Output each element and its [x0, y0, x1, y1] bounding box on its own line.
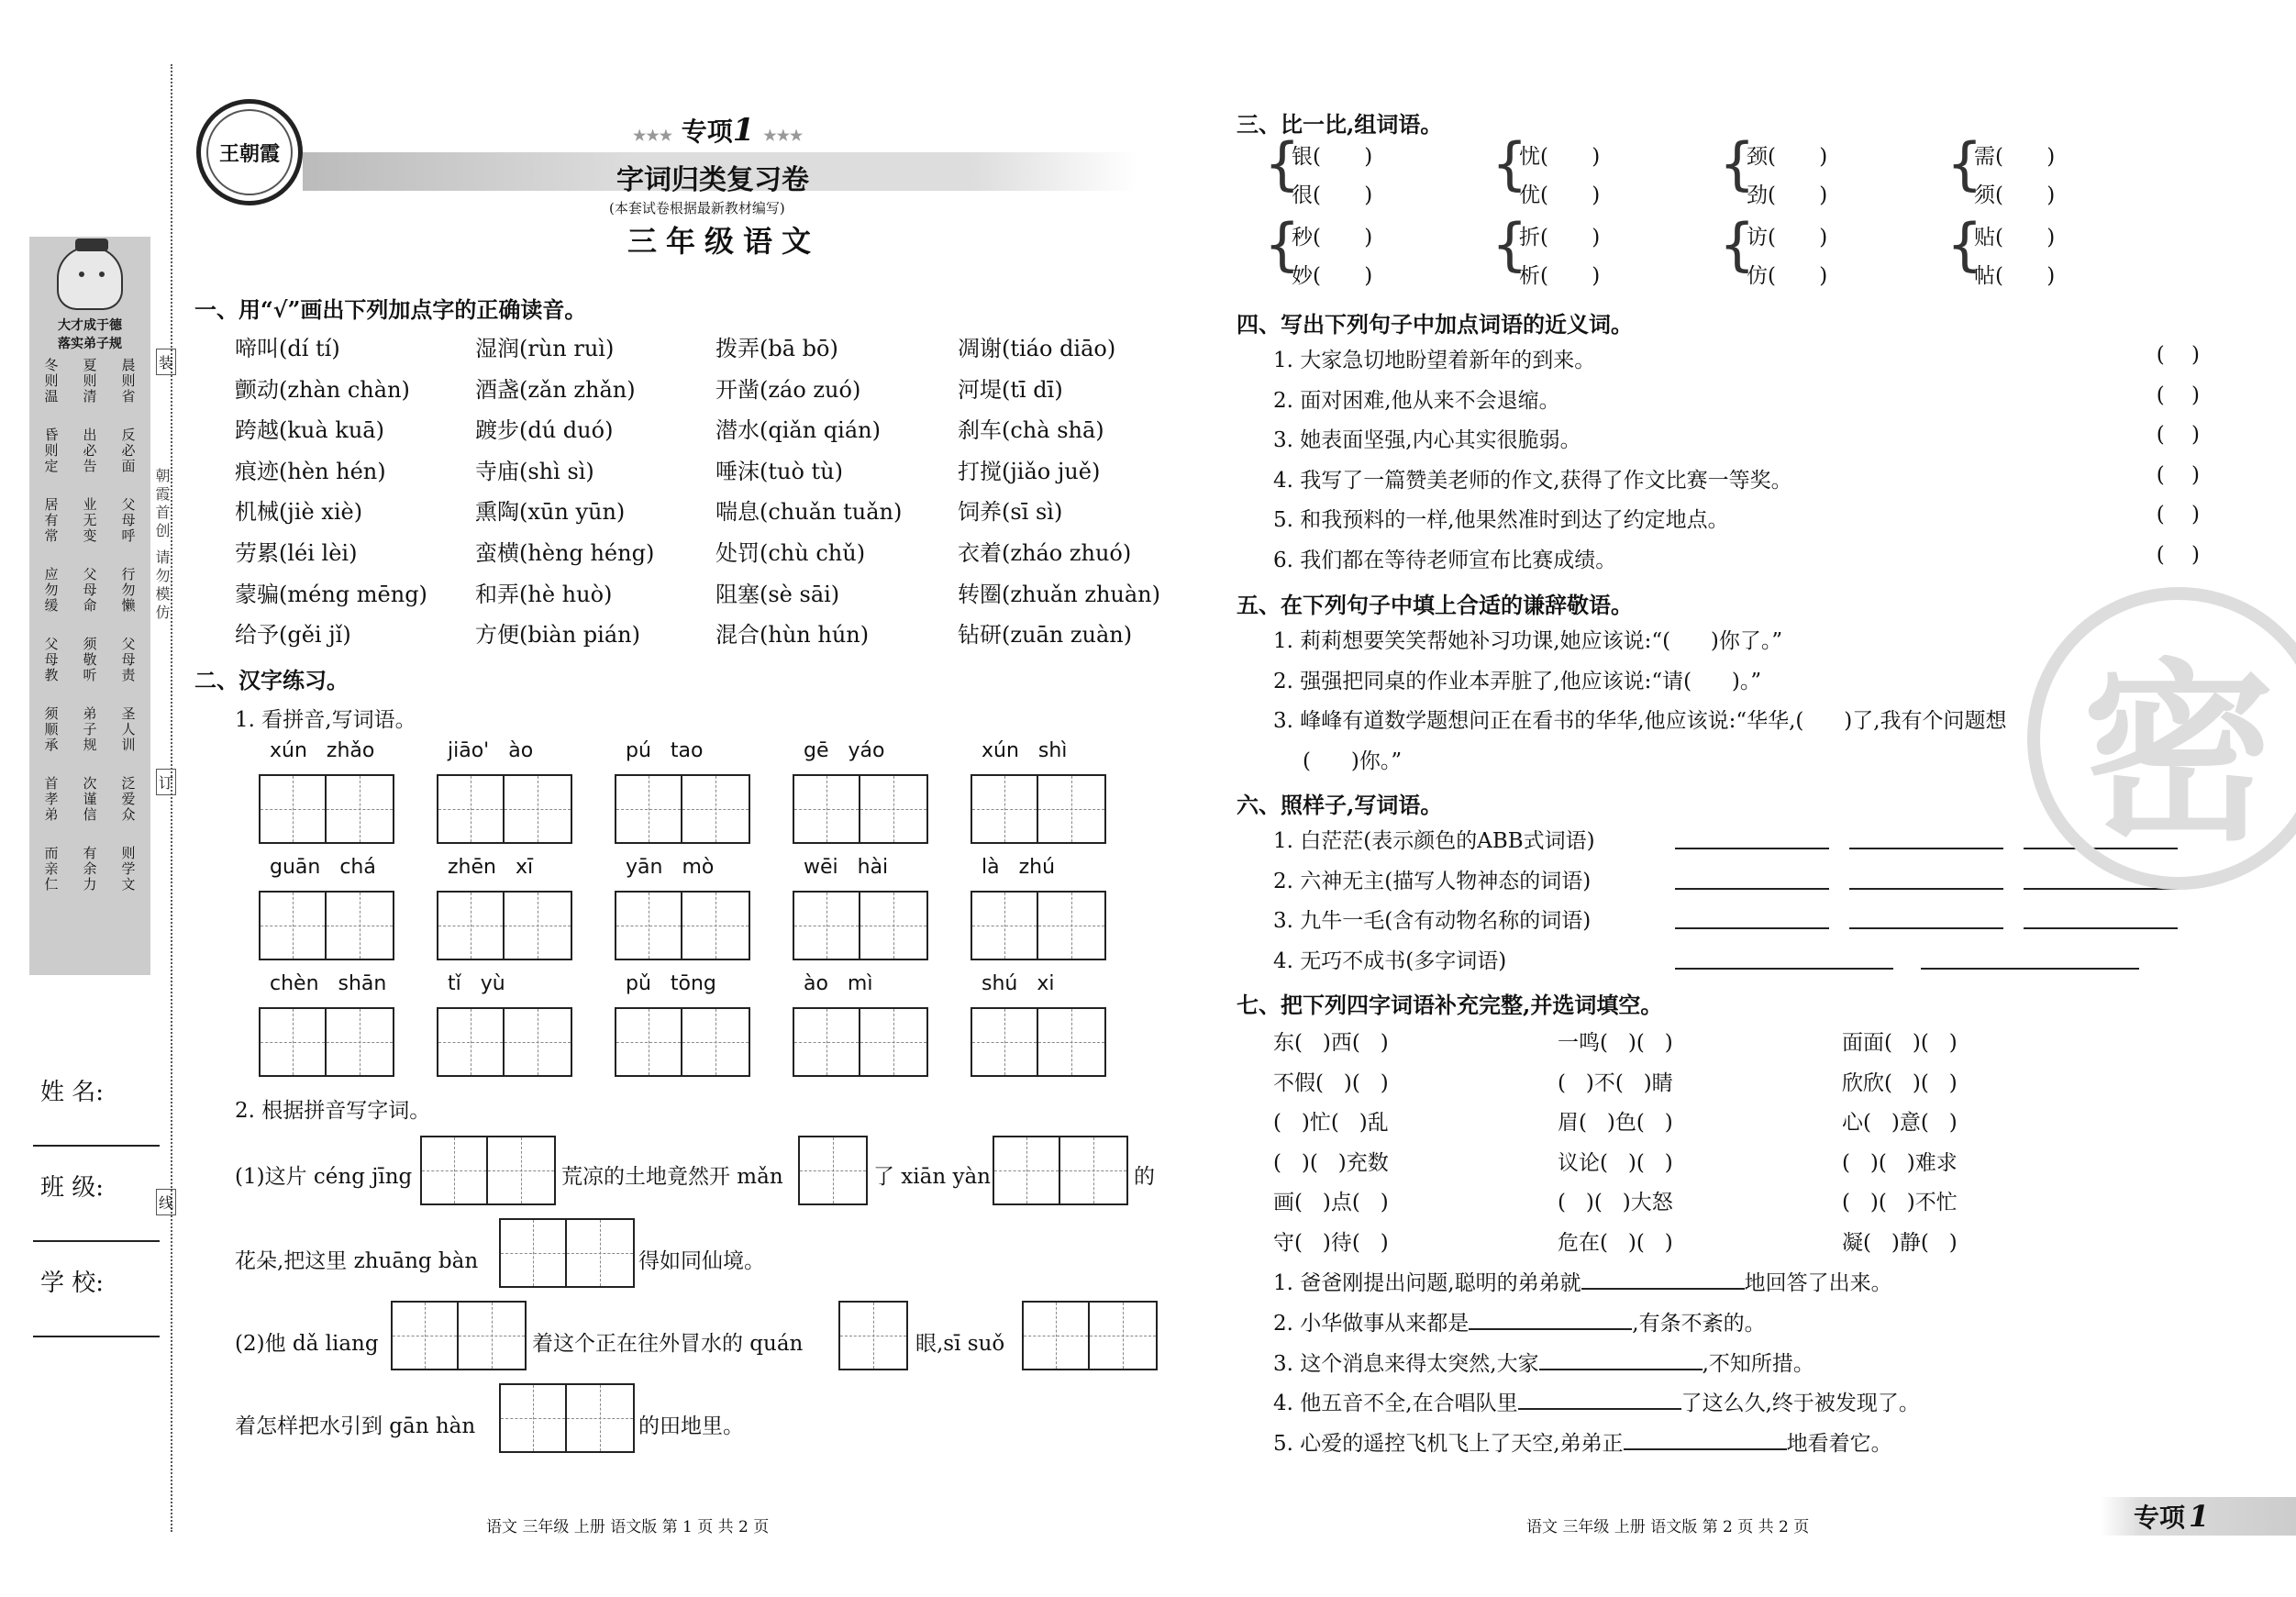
motto-verse: 行勿懒	[119, 567, 137, 614]
pattern-prompt: 2. 六神无主(描写人物神态的词语)	[1273, 869, 1592, 893]
motto-verse: 圣人训	[119, 706, 137, 753]
fill-sentence-end: ,不知所措。	[1702, 1351, 1814, 1376]
brace: {	[1947, 130, 1983, 197]
vertical-note: 朝霞首创 请勿模仿	[153, 468, 171, 624]
idiom-blank[interactable]: 画( )点( )	[1273, 1191, 1389, 1215]
brace: {	[1719, 130, 1756, 197]
pinyin-label: guān chá	[270, 856, 376, 879]
pinyin-label: xún zhǎo	[270, 739, 375, 762]
writing-grid[interactable]	[838, 1301, 908, 1370]
motto-verse: 反必面	[119, 427, 137, 474]
q2-sub2: 2. 根据拼音写字词。	[235, 1099, 431, 1123]
pattern-item	[1273, 864, 2209, 904]
reading-choice[interactable]: 衣着(zháo zhuó)	[958, 540, 1132, 566]
answer-line[interactable]	[1518, 1390, 1681, 1410]
fill-sentence-start: 3. 这个消息来得太突然,大家	[1273, 1351, 1539, 1376]
motto-verse: 居有常	[42, 497, 60, 544]
motto-verse: 有余力	[81, 846, 98, 893]
q6-list	[1273, 824, 2209, 983]
s1d: 的	[1134, 1165, 1155, 1189]
reading-choice[interactable]: 处罚(chù chǔ)	[715, 540, 866, 566]
pinyin-label: yān mò	[626, 856, 715, 879]
answer-line[interactable]	[1469, 1310, 1632, 1330]
brace: {	[1492, 211, 1528, 278]
reading-choice[interactable]: 刹车(chà shā)	[958, 417, 1104, 444]
compare-word[interactable]: 帖( )	[1974, 264, 2056, 288]
fill-sentence-end: 地看着它。	[1786, 1432, 1892, 1457]
synonym-answer[interactable]: ( )	[2156, 423, 2200, 447]
page-title: 字词归类复习卷	[616, 164, 809, 196]
motto-verse: 弟子规	[81, 706, 98, 753]
writing-grid[interactable]	[793, 891, 928, 960]
synonym-answer[interactable]: ( )	[2156, 503, 2200, 527]
motto-verse: 父母责	[119, 637, 137, 683]
special-heading: ★★★ 专项1 ★★★	[633, 112, 804, 149]
synonym-sentence: 4. 我写了一篇赞美老师的作文,获得了作文比赛一等奖。	[1273, 468, 1792, 493]
reading-choice[interactable]: 混合(hùn hún)	[715, 622, 870, 649]
school-label: 学 校:	[40, 1270, 105, 1297]
idiom-blank[interactable]: 守( )待( )	[1273, 1231, 1389, 1255]
motto-verse: 业无变	[81, 497, 98, 544]
answer-line[interactable]	[1675, 968, 1893, 970]
brace: {	[1264, 130, 1301, 197]
q2-pinyin-boxes	[259, 739, 1176, 1125]
s1e: 花朵,把这里 zhuāng bàn	[235, 1249, 479, 1273]
pinyin-label: chèn shān	[270, 972, 387, 995]
footer-tag-label: 专项	[2134, 1503, 2186, 1533]
synonym-answer[interactable]: ( )	[2156, 542, 2200, 567]
s2d: 着怎样把水引到 gān hàn	[235, 1414, 476, 1438]
reading-choice[interactable]: 痕迹(hèn hén)	[235, 458, 386, 484]
q5-title: 五、在下列句子中填上合适的谦辞敬语。	[1237, 592, 1633, 618]
pinyin-label: wēi hài	[804, 856, 889, 879]
pinyin-label: jiāo' ào	[448, 739, 534, 762]
scholar-figure	[57, 246, 123, 310]
s2c: 眼,sī suǒ	[915, 1332, 1005, 1356]
writing-grid[interactable]	[499, 1383, 635, 1453]
reading-choice[interactable]: 喘息(chuǎn tuǎn)	[715, 499, 903, 526]
s2e: 的田地里。	[638, 1414, 744, 1438]
reading-choice[interactable]: 和弄(hè huò)	[475, 581, 613, 607]
motto-verse: 须顺承	[42, 706, 60, 753]
writing-grid[interactable]	[437, 774, 572, 844]
reading-choice[interactable]: 唾沫(tuò tù)	[715, 458, 844, 484]
compare-word[interactable]: 折( )	[1519, 226, 1601, 250]
answer-line[interactable]	[1849, 888, 2003, 890]
writing-grid[interactable]	[971, 891, 1106, 960]
motto-1: 大才成于德	[58, 318, 122, 333]
synonym-item	[1273, 383, 2200, 424]
reading-choice[interactable]: 熏陶(xūn yūn)	[475, 499, 626, 526]
synonym-item	[1273, 503, 2200, 543]
pinyin-label: pú tao	[626, 739, 704, 762]
name-label: 姓 名:	[40, 1079, 105, 1106]
class-label: 班 级:	[40, 1174, 105, 1202]
polite-item[interactable]: 3. 峰峰有道数学题想问正在看书的华华,他应该说:“华华,( )了,我有个问题想	[1273, 709, 2007, 733]
page-subtitle: (本套试卷根据最新教材编写)	[609, 200, 785, 216]
motto-verse: 而亲仁	[42, 846, 60, 893]
fill-sentence-start: 5. 心爱的遥控飞机飞上了天空,弟弟正	[1273, 1432, 1624, 1457]
motto-verse: 应勿缓	[42, 567, 60, 614]
writing-grid[interactable]	[993, 1136, 1128, 1205]
fill-sentence-end: 地回答了出来。	[1744, 1271, 1892, 1295]
writing-grid[interactable]	[499, 1218, 635, 1288]
school-field[interactable]	[33, 1336, 160, 1337]
motto-verse: 父母教	[42, 637, 60, 683]
synonym-sentence: 3. 她表面坚强,内心其实很脆弱。	[1273, 428, 1581, 452]
q3-grid	[1264, 130, 2227, 295]
synonym-item	[1273, 343, 2200, 383]
writing-grid[interactable]	[259, 774, 394, 844]
synonym-item	[1273, 423, 2200, 463]
motto-verse: 泛爱众	[119, 776, 137, 823]
writing-grid[interactable]	[971, 1007, 1106, 1077]
idiom-blank[interactable]: ( )( )大怒	[1558, 1191, 1673, 1215]
reading-choice[interactable]: 机械(jiè xiè)	[235, 499, 363, 526]
q7-sentences	[1273, 1266, 2209, 1467]
reading-choice[interactable]: 潜水(qiǎn qián)	[715, 417, 881, 444]
fill-sentence-start: 2. 小华做事从来都是	[1273, 1311, 1470, 1336]
reading-choice[interactable]: 湿润(rùn ruì)	[475, 336, 615, 361]
footer-tag	[2101, 1497, 2296, 1536]
idiom-blank[interactable]: ( )不( )睛	[1558, 1070, 1673, 1095]
idiom-blank[interactable]: 一鸣( )( )	[1558, 1031, 1673, 1055]
motto-verses	[35, 358, 145, 903]
answer-line[interactable]	[1675, 927, 1829, 929]
compare-word[interactable]: 忧( )	[1519, 145, 1601, 169]
idiom-blank[interactable]: 东( )西( )	[1273, 1031, 1389, 1055]
writing-grid[interactable]	[615, 774, 750, 844]
reading-choice[interactable]: 蒙骗(méng mēng)	[235, 581, 427, 607]
polite-item[interactable]: 2. 强强把同桌的作业本弄脏了,他应该说:“请( )。”	[1273, 669, 1762, 693]
compare-word[interactable]: 很( )	[1292, 183, 1373, 207]
synonym-sentence: 2. 面对困难,他从来不会退缩。	[1273, 388, 1560, 413]
idiom-blank[interactable]: 不假( )( )	[1273, 1070, 1389, 1095]
synonym-answer[interactable]: ( )	[2156, 383, 2200, 407]
reading-choice[interactable]: 方便(biàn pián)	[475, 622, 640, 649]
idiom-blank[interactable]: 欣欣( )( )	[1842, 1070, 1958, 1095]
brace: {	[1719, 211, 1756, 278]
pinyin-label: xún shì	[982, 739, 1068, 762]
seal-char-3: 线	[156, 1189, 176, 1215]
reading-choice[interactable]: 阻塞(sè sāi)	[715, 581, 840, 607]
footer-right: 语文 三年级 上册 语文版 第 2 页 共 2 页	[1526, 1518, 1810, 1536]
motto-verse: 次谨信	[81, 776, 98, 823]
q7-title: 七、把下列四字词语补充完整,并选词填空。	[1237, 992, 1663, 1018]
idiom-blank[interactable]: 危在( )( )	[1558, 1231, 1673, 1255]
special-num: 1	[732, 112, 755, 149]
synonym-item	[1273, 543, 2200, 583]
motto-verse: 须敬听	[81, 637, 98, 683]
answer-line[interactable]	[1675, 848, 1829, 849]
polite-item[interactable]: ( )你。”	[1303, 749, 1403, 773]
answer-line[interactable]	[1539, 1350, 1703, 1370]
fill-sentence	[1273, 1347, 2209, 1387]
brace: {	[1492, 130, 1528, 197]
reading-choice[interactable]: 劳累(léi lèi)	[235, 540, 358, 566]
idiom-blank[interactable]: 面面( )( )	[1842, 1031, 1958, 1055]
reading-choice[interactable]: 颤动(zhàn chàn)	[235, 376, 410, 403]
compare-word[interactable]: 析( )	[1519, 264, 1601, 288]
compare-word[interactable]: 劲( )	[1747, 183, 1828, 207]
compare-word[interactable]: 访( )	[1747, 226, 1828, 250]
motto-verse: 晨则省	[119, 358, 137, 405]
compare-word[interactable]: 贴( )	[1974, 226, 2056, 250]
idiom-blank[interactable]: ( )( )不忙	[1842, 1191, 1958, 1215]
brace: {	[1264, 211, 1301, 278]
motto-verse: 冬则温	[42, 358, 60, 405]
compare-word[interactable]: 优( )	[1519, 183, 1601, 207]
motto-verse: 昏则定	[42, 427, 60, 474]
reading-choice[interactable]: 打搅(jiǎo juě)	[958, 458, 1101, 484]
pattern-prompt: 4. 无巧不成书(多字词语)	[1273, 948, 1507, 973]
idiom-blank[interactable]: ( )( )充数	[1273, 1150, 1389, 1175]
q2-sub1: 1. 看拼音,写词语。	[235, 708, 416, 732]
writing-grid[interactable]	[259, 1007, 394, 1077]
motto-verse: 夏则清	[81, 358, 98, 405]
pinyin-label: là zhú	[982, 856, 1056, 879]
compare-word[interactable]: 妙( )	[1292, 264, 1373, 288]
reading-choice[interactable]: 酒盏(zǎn zhǎn)	[475, 376, 636, 403]
fill-sentence	[1273, 1426, 2209, 1467]
s1c: 了 xiān yàn	[873, 1165, 991, 1189]
writing-grid[interactable]	[798, 1136, 868, 1205]
q3-title: 三、比一比,组词语。	[1237, 111, 1443, 138]
special-label: 专项	[681, 116, 733, 147]
s2a: (2)他 dǎ liang	[235, 1332, 379, 1356]
idiom-blank[interactable]: 议论( )( )	[1558, 1150, 1673, 1175]
idiom-blank[interactable]: ( )忙( )乱	[1273, 1111, 1389, 1136]
compare-word[interactable]: 颈( )	[1747, 145, 1828, 169]
idiom-blank[interactable]: 眉( )色( )	[1558, 1111, 1673, 1136]
writing-grid[interactable]	[615, 1007, 750, 1077]
fill-sentence-start: 1. 爸爸刚提出问题,聪明的弟弟就	[1273, 1271, 1581, 1295]
fill-sentence-start: 4. 他五音不全,在合唱队里	[1273, 1392, 1518, 1416]
writing-grid[interactable]	[971, 774, 1106, 844]
writing-grid[interactable]	[437, 891, 572, 960]
stamp-char: 密	[2081, 642, 2275, 867]
q1-title: 一、用“√”画出下列加点字的正确读音。	[194, 296, 587, 323]
pattern-item	[1273, 904, 2209, 944]
pattern-item	[1273, 944, 2209, 984]
compare-word[interactable]: 需( )	[1974, 145, 2056, 169]
q4-list	[1273, 343, 2200, 582]
footer-left: 语文 三年级 上册 语文版 第 1 页 共 2 页	[486, 1518, 770, 1536]
synonym-item	[1273, 463, 2200, 504]
reading-choice[interactable]: 寺庙(shì sì)	[475, 458, 594, 484]
fill-sentence	[1273, 1306, 2209, 1347]
writing-grid[interactable]	[793, 1007, 928, 1077]
pattern-prompt: 1. 白茫茫(表示颜色的ABB式词语)	[1273, 829, 1595, 853]
motto-2: 落实弟子规	[58, 337, 122, 351]
binding-line	[171, 64, 172, 1532]
reading-choice[interactable]: 跨越(kuà kuā)	[235, 417, 384, 444]
pinyin-label: tǐ yù	[448, 972, 505, 995]
reading-choice[interactable]: 啼叫(dí tí)	[235, 336, 340, 361]
reading-choice[interactable]: 给予(gěi jǐ)	[235, 622, 351, 649]
q4-title: 四、写出下列句子中加点词语的近义词。	[1237, 311, 1633, 338]
answer-line[interactable]	[1581, 1270, 1745, 1290]
pinyin-label: shú xi	[982, 972, 1055, 995]
s2b: 着这个正在往外冒水的 quán	[532, 1332, 804, 1356]
compare-word[interactable]: 仿( )	[1747, 264, 1828, 288]
motto-verse: 出必告	[81, 427, 98, 474]
fill-sentence	[1273, 1386, 2209, 1426]
answer-line[interactable]	[1849, 927, 2003, 929]
seal-char-2: 订	[156, 769, 176, 795]
idiom-blank[interactable]: 心( )意( )	[1842, 1111, 1958, 1136]
reading-choice[interactable]: 转圈(zhuǎn zhuàn)	[958, 581, 1161, 607]
writing-grid[interactable]	[391, 1301, 527, 1370]
pinyin-label: ào mì	[804, 972, 873, 995]
logo-text: 王朝霞	[218, 141, 280, 166]
synonym-answer[interactable]: ( )	[2156, 462, 2200, 487]
brace: {	[1947, 211, 1983, 278]
pattern-prompt: 3. 九牛一毛(含有动物名称的词语)	[1273, 909, 1592, 933]
synonym-sentence: 6. 我们都在等待老师宣布比赛成绩。	[1273, 548, 1617, 572]
compare-word[interactable]: 秒( )	[1292, 226, 1373, 250]
polite-item[interactable]: 1. 莉莉想要笑笑帮她补习功课,她应该说:“( )你了。”	[1273, 629, 1783, 653]
compare-word[interactable]: 银( )	[1292, 145, 1373, 169]
footer-tag-num: 1	[2189, 1499, 2210, 1534]
answer-line[interactable]	[1624, 1430, 1787, 1450]
logo	[196, 99, 303, 205]
answer-line[interactable]	[2024, 927, 2178, 929]
reading-choice[interactable]: 蛮横(hèng héng)	[475, 540, 655, 566]
q6-title: 六、照样子,写词语。	[1237, 792, 1443, 818]
synonym-sentence: 1. 大家急切地盼望着新年的到来。	[1273, 349, 1596, 372]
motto-verse: 父母呼	[119, 497, 137, 544]
synonym-sentence: 5. 和我预料的一样,他果然准时到达了约定地点。	[1273, 508, 1729, 532]
writing-grid[interactable]	[1022, 1301, 1158, 1370]
class-field[interactable]	[33, 1240, 160, 1242]
answer-line[interactable]	[1675, 888, 1829, 890]
motto-panel	[29, 237, 150, 975]
synonym-answer[interactable]: ( )	[2156, 343, 2200, 367]
writing-grid[interactable]	[437, 1007, 572, 1077]
pinyin-label: zhēn xī	[448, 856, 534, 879]
writing-grid[interactable]	[793, 774, 928, 844]
fill-sentence-end: 了这么久,终于被发现了。	[1680, 1392, 1920, 1416]
reading-choice[interactable]: 河堤(tī dī)	[958, 376, 1063, 403]
pinyin-label: gē yáo	[804, 739, 885, 762]
s1a: (1)这片 céng jīng	[235, 1165, 413, 1189]
seal-char-1: 装	[156, 349, 176, 375]
answer-line[interactable]	[1849, 848, 2003, 849]
fill-sentence-end: ,有条不紊的。	[1632, 1311, 1766, 1336]
compare-word[interactable]: 须( )	[1974, 183, 2056, 207]
answer-line[interactable]	[1921, 968, 2139, 970]
motto-verse: 首孝弟	[42, 776, 60, 823]
grade-title: 三年级语文	[627, 224, 821, 259]
fill-sentence	[1273, 1266, 2209, 1306]
idiom-blank[interactable]: ( )( )难求	[1842, 1150, 1958, 1175]
reading-choice[interactable]: 饲养(sī sì)	[958, 499, 1063, 526]
writing-grid[interactable]	[259, 891, 394, 960]
writing-grid[interactable]	[615, 891, 750, 960]
writing-grid[interactable]	[420, 1136, 556, 1205]
motto-verse: 父母命	[81, 567, 98, 614]
reading-choice[interactable]: 钻研(zuān zuàn)	[958, 622, 1133, 649]
reading-choice[interactable]: 踱步(dú duó)	[475, 417, 614, 444]
idiom-blank[interactable]: 凝( )静( )	[1842, 1231, 1958, 1255]
s1b: 荒凉的土地竟然开 mǎn	[561, 1165, 783, 1189]
pinyin-label: pǔ tōng	[626, 972, 716, 995]
name-field[interactable]	[33, 1145, 160, 1147]
reading-choice[interactable]: 拨弄(bā bō)	[715, 336, 838, 361]
motto-verse: 则学文	[119, 846, 137, 893]
reading-choice[interactable]: 凋谢(tiáo diāo)	[958, 336, 1116, 361]
q2-title: 二、汉字练习。	[194, 667, 349, 693]
s1f: 得如同仙境。	[638, 1249, 765, 1273]
reading-choice[interactable]: 开凿(záo zuó)	[715, 376, 861, 403]
